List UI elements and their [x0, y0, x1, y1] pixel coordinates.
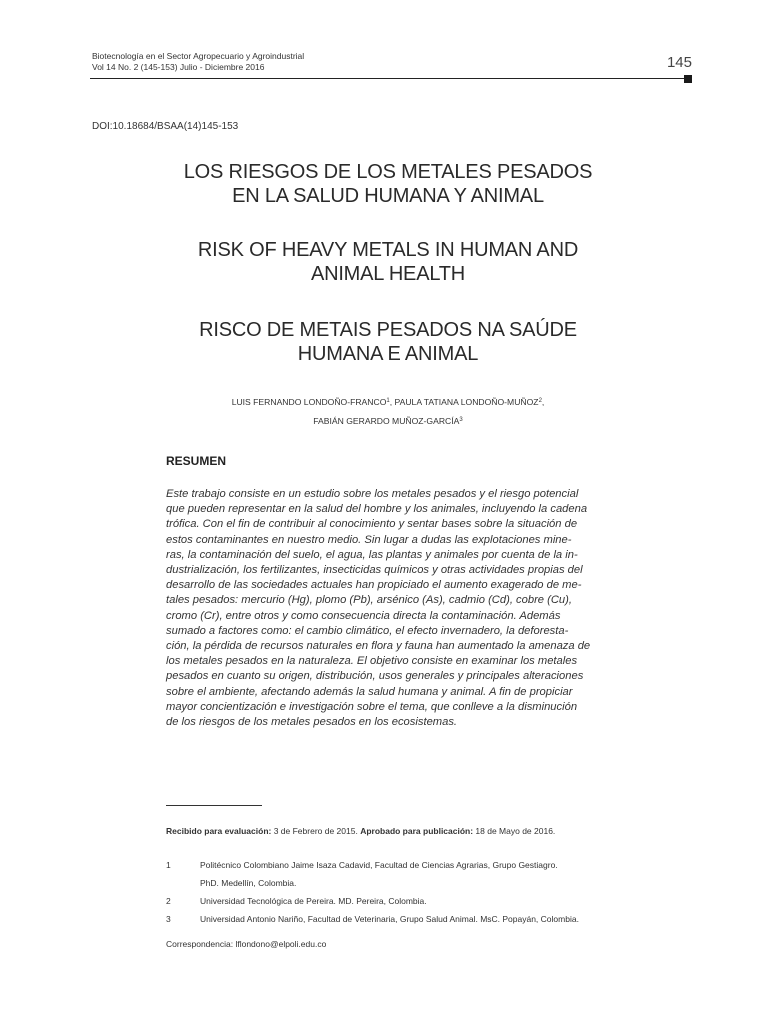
- affiliation-marker: 2: [538, 398, 542, 404]
- affiliation-text: [200, 910, 606, 928]
- approved-date: 18 de Mayo de 2016.: [473, 826, 556, 836]
- abstract-line: trófica. Con el fin de contribuir al conocimiento y sentar bases sobre la situación de: [166, 518, 578, 531]
- abstract-line: pesados en cuanto su origen, distribución, usos generales y principales alteraciones: [166, 670, 584, 683]
- title-line: RISCO DE METAIS PESADOS NA SAÚDE: [199, 319, 577, 341]
- abstract-line: estos contaminantes en nuestro medio. Sin lugar a dudas las explotaciones mine-: [166, 533, 572, 546]
- abstract-line: sumado a factores como: el cambio climático, el efecto invernadero, la deforesta-: [166, 624, 569, 637]
- title-spanish: [90, 160, 686, 208]
- abstract-line: cromo (Cr), entre otros y como consecuencia directa la contaminación. Además: [166, 609, 561, 622]
- affiliation-number: 2: [166, 896, 171, 906]
- title-line: ANIMAL HEALTH: [310, 263, 466, 285]
- abstract-line: desarrollo de las sociedades actuales han propiciado el aumento exagerado de me-: [166, 579, 582, 592]
- title-english: [90, 238, 686, 286]
- affiliations-list: [166, 856, 606, 928]
- abstract-line: ción, la pérdida de recursos naturales en flora y fauna han aumentado la amenaza de: [166, 640, 591, 653]
- correspondence-email[interactable]: Correspondencia: lflondono@elpoli.edu.co: [166, 939, 327, 949]
- abstract-line: de los riesgos de los metales pesados en los ecosistemas.: [166, 716, 458, 729]
- affiliation-item: [166, 892, 606, 910]
- footnote-rule: [166, 805, 262, 806]
- affiliation-marker: 3: [459, 417, 463, 423]
- affiliation-line: Universidad Tecnológica de Pereira. MD. Pereira, Colombia.: [200, 896, 427, 906]
- running-head: [92, 51, 304, 73]
- authors-line-1: [90, 392, 686, 411]
- affiliation-line: Politécnico Colombiano Jaime Isaza Cadavid, Facultad de Ciencias Agrarias, Grupo Gestiagro.: [200, 860, 558, 870]
- affiliation-number: 3: [166, 914, 171, 924]
- received-date: 3 de Febrero de 2015.: [271, 826, 361, 836]
- author-name: LUIS FERNANDO LONDOÑO-FRANCO: [231, 397, 387, 407]
- author-separator: ,: [541, 397, 545, 407]
- title-portuguese: [90, 318, 686, 366]
- journal-name: Biotecnología en el Sector Agropecuario y Agroindustrial: [92, 51, 305, 61]
- title-line: RISK OF HEAVY METALS IN HUMAN AND: [197, 239, 579, 261]
- approved-label: Aprobado para publicación:: [360, 826, 474, 836]
- abstract-line: dustrialización, los fertilizantes, insecticidas químicos y otras actividades propias del: [166, 564, 583, 577]
- author-name: , PAULA TATIANA LONDOÑO-MUÑOZ: [389, 397, 539, 407]
- title-line: EN LA SALUD HUMANA Y ANIMAL: [232, 185, 544, 207]
- abstract-heading: RESUMEN: [166, 454, 227, 468]
- affiliation-number: 1: [166, 860, 171, 870]
- title-line: HUMANA E ANIMAL: [297, 343, 479, 365]
- affiliation-line: Universidad Antonio Nariño, Facultad de Veterinaria, Grupo Salud Animal. MsC. Popayán, Colombia.: [200, 914, 579, 924]
- authors-line-2: [90, 411, 686, 430]
- abstract-line: Este trabajo consiste en un estudio sobre los metales pesados y el riesgo potencial: [166, 488, 579, 500]
- authors: [90, 392, 686, 430]
- abstract-line: que pueden representar en la salud del hombre y los animales, incluyendo la cadena: [166, 503, 588, 516]
- abstract-line: ras, la contaminación del suelo, el agua, las plantas y animales por cuenta de la in-: [166, 548, 578, 561]
- affiliation-item: [166, 910, 606, 928]
- affiliation-marker: 1: [386, 398, 390, 404]
- issue-info: Vol 14 No. 2 (145-153) Julio - Diciembre 2016: [92, 62, 265, 72]
- affiliation-item: [166, 856, 606, 892]
- affiliation-text: [200, 892, 606, 910]
- header-rule: [90, 78, 686, 79]
- abstract-line: tales pesados: mercurio (Hg), plomo (Pb), arsénico (As), cadmio (Cd), cobre (Cu),: [166, 594, 572, 607]
- abstract-body: [166, 487, 600, 730]
- received-label: Recibido para evaluación:: [166, 826, 272, 836]
- doi: DOI:10.18684/BSAA(14)145-153: [92, 121, 239, 132]
- abstract-line: mayor concientización e investigación sobre el tema, que conlleve a la disminución: [166, 700, 578, 713]
- author-name: FABIÁN GERARDO MUÑOZ-GARCÍA: [313, 416, 460, 426]
- affiliation-line: PhD. Medellín, Colombia.: [200, 878, 297, 888]
- affiliation-text: [200, 856, 606, 892]
- abstract-line: sobre el ambiente, afectando además la salud humana y animal. A fin de propiciar: [166, 685, 573, 698]
- page-number: 145: [666, 54, 692, 71]
- header-rule-marker: [684, 75, 692, 83]
- received-approved-dates: [166, 826, 555, 836]
- title-line: LOS RIESGOS DE LOS METALES PESADOS: [183, 161, 593, 183]
- abstract-line: los metales pesados en la naturaleza. El objetivo consiste en examinar los metales: [166, 655, 578, 668]
